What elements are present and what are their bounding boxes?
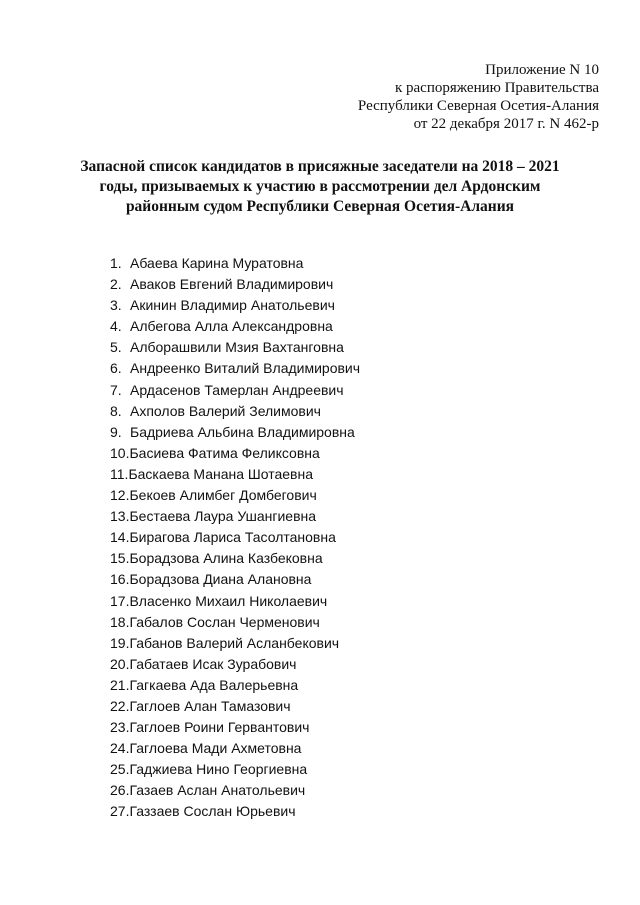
list-item-name: Абаева Карина Муратовна (130, 255, 304, 271)
list-item-number: 18. (110, 613, 130, 630)
candidate-list (110, 253, 360, 823)
list-item-number: 5. (110, 339, 122, 356)
list-item (110, 569, 360, 590)
list-item-name: Акинин Владимир Анатольевич (130, 297, 335, 314)
list-item (110, 633, 360, 654)
list-item-name: Борадзова Алина Казбековна (129, 550, 323, 567)
list-item (110, 485, 360, 506)
title-line-2: годы, призываемых к участию в рассмотрении дел Ардонским (99, 178, 541, 195)
list-item-number: 21. (110, 676, 130, 693)
list-item-name: Андреенко Виталий Владимирович (130, 360, 361, 377)
list-item-number: 11. (110, 465, 129, 482)
list-item (110, 422, 360, 443)
list-item-name: Гаглоева Мади Ахметовна (129, 740, 302, 757)
list-item-number: 15. (110, 550, 130, 567)
list-item-number: 10. (110, 444, 130, 461)
list-item-name: Борадзова Диана Алановна (129, 571, 312, 588)
list-item-name: Баскаева Манана Шотаевна (128, 465, 313, 482)
list-item (110, 527, 360, 548)
list-item-number: 25. (110, 761, 130, 778)
list-item-name: Ардасенов Тамерлан Андреевич (130, 381, 344, 398)
list-item (110, 295, 360, 316)
list-item-name: Газзаев Сослан Юрьевич (129, 803, 296, 820)
list-item-number: 20. (110, 655, 130, 672)
appendix-header (358, 61, 599, 133)
list-item (110, 316, 360, 337)
list-item-name: Гагкаева Ада Валерьевна (129, 676, 299, 693)
list-item-name: Газаев Аслан Анатольевич (129, 782, 306, 799)
list-item (110, 443, 360, 464)
list-item (110, 591, 360, 612)
list-item-number: 6. (110, 360, 122, 377)
list-item-number: 8. (110, 402, 122, 419)
list-item-name: Бирагова Лариса Тасолтановна (129, 529, 336, 546)
list-item-number: 24. (110, 740, 130, 757)
list-item-number: 1. (110, 255, 122, 271)
list-item (110, 696, 360, 717)
list-item (110, 780, 360, 801)
list-item (110, 506, 360, 527)
list-item-number: 27. (110, 803, 130, 820)
list-item-number: 13. (110, 508, 130, 525)
list-item-name: Гаглоев Роини Гервантович (129, 719, 310, 736)
title-line-3: районным судом Республики Северная Осетия-Алания (125, 198, 515, 215)
list-item-name: Аваков Евгений Владимирович (130, 276, 334, 293)
list-item-number: 2. (110, 276, 122, 293)
list-item (110, 759, 360, 780)
list-item-number: 4. (110, 318, 122, 335)
list-item-number: 16. (110, 571, 130, 588)
list-item (110, 654, 360, 675)
list-item-name: Албегова Алла Александровна (130, 318, 333, 335)
list-item (110, 717, 360, 738)
list-item-number: 19. (110, 634, 130, 651)
list-item (110, 675, 360, 696)
list-item-number: 17. (110, 592, 130, 609)
list-item (110, 801, 360, 822)
list-item-number: 9. (110, 423, 122, 440)
list-item-name: Гаджиева Нино Георгиевна (129, 761, 308, 778)
list-item-name: Ахполов Валерий Зелимович (130, 402, 321, 419)
list-item-number: 7. (110, 381, 122, 398)
header-line-date: от 22 декабря 2017 г. N 462-р (413, 116, 599, 132)
list-item-name: Гаглоев Алан Тамазович (129, 697, 291, 714)
header-line-order-reference: к распоряжению Правительства (394, 80, 599, 96)
list-item-name: Габалов Сослан Черменович (129, 613, 320, 630)
list-item (110, 464, 360, 485)
list-item (110, 274, 360, 295)
list-item-name: Бадриева Альбина Владимировна (130, 423, 355, 440)
list-item-name: Алборашвили Мзия Вахтанговна (130, 339, 344, 356)
list-item-number: 22. (110, 697, 130, 714)
list-item-number: 3. (110, 297, 122, 314)
list-item (110, 738, 360, 759)
list-item (110, 380, 360, 401)
list-item-name: Бестаева Лаура Ушангиевна (129, 508, 317, 525)
list-item (110, 401, 360, 422)
list-item (110, 548, 360, 569)
list-item (110, 253, 360, 274)
list-item-name: Басиева Фатима Феликсовна (129, 444, 320, 461)
list-item-name: Габатаев Исак Зурабович (129, 655, 297, 672)
document-title (60, 157, 580, 217)
list-item-name: Габанов Валерий Асланбекович (129, 634, 340, 651)
list-item-number: 14. (110, 529, 130, 546)
header-line-republic: Республики Северная Осетия-Алания (357, 98, 599, 114)
list-item-name: Власенко Михаил Николаевич (129, 592, 328, 609)
header-line-appendix-number: Приложение N 10 (485, 62, 599, 78)
list-item-number: 23. (110, 719, 130, 736)
list-item (110, 612, 360, 633)
list-item-number: 26. (110, 782, 130, 799)
list-item (110, 358, 360, 379)
list-item-name: Бекоев Алимбег Домбегович (129, 487, 317, 504)
title-line-1: Запасной список кандидатов в присяжные заседатели на 2018 – 2021 (80, 158, 560, 175)
list-item-number: 12. (110, 487, 130, 504)
list-item (110, 337, 360, 358)
